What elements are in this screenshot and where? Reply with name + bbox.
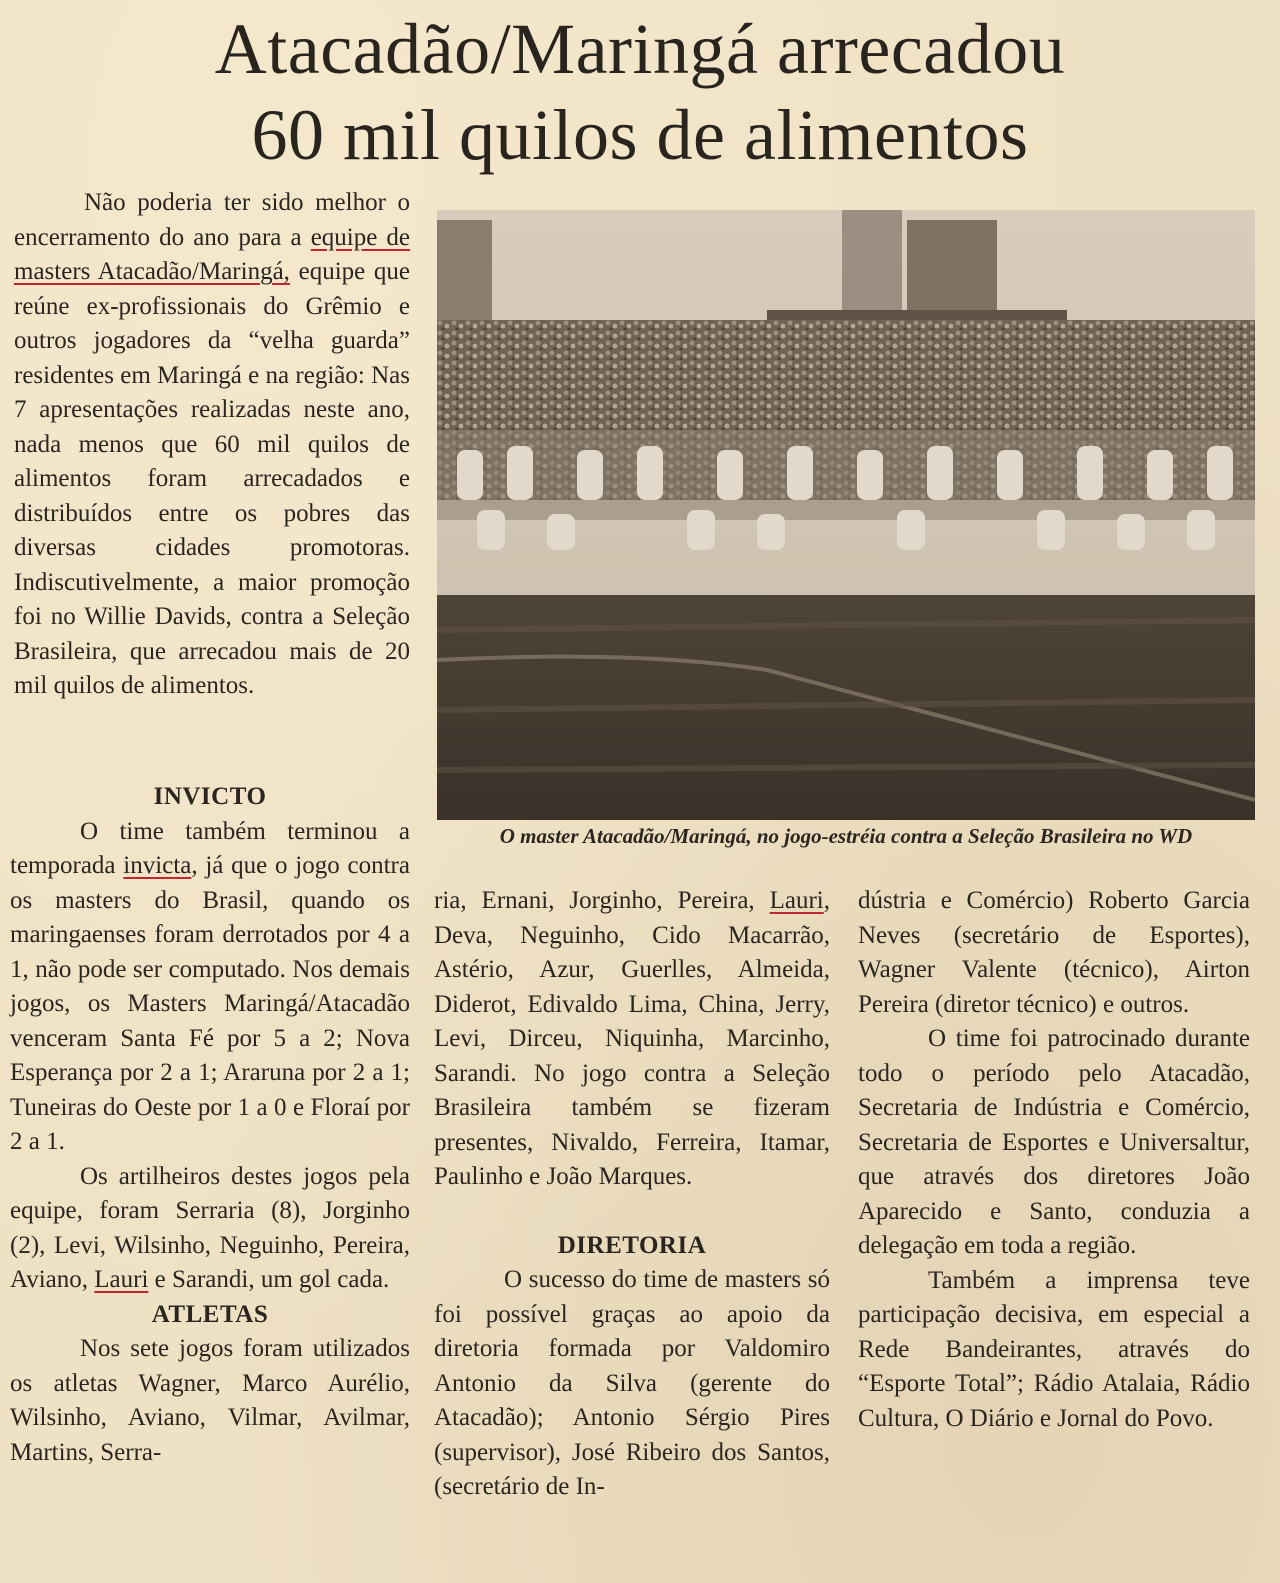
- headline-line-2: 60 mil quilos de alimentos: [251, 95, 1029, 175]
- artilheiros-underlined-name: Lauri: [94, 1266, 149, 1293]
- column-1-body: [10, 780, 410, 1470]
- atletas-heading: ATLETAS: [151, 1300, 269, 1328]
- col2-text-start: ria, Ernani, Jorginho, Pereira,: [434, 887, 770, 914]
- invicto-text-start: O time também terminou a temporada: [10, 817, 410, 879]
- artilheiros-text-start: Os artilheiros destes jogos pela equipe, foram Serraria (8), Jorginho (2), Levi, Wilsinho, Neguinho, Pereira, Aviano,: [10, 1162, 410, 1293]
- intro-paragraph: [14, 186, 410, 704]
- column-3: [858, 884, 1250, 1436]
- column-1-intro: [14, 186, 410, 704]
- invicto-paragraph: [10, 815, 410, 1160]
- artilheiros-text-rest: e Sarandi, um gol cada.: [148, 1266, 390, 1293]
- intro-text-rest: equipe que reúne ex-profissionais do Grêmio e outros jogadores da “velha guarda” residentes em Maringá e na região: Nas 7 apresentações realizadas neste ano, nada menos que 60 mil quilos de alimentos foram arrecadados e distribuídos entre os pobres das diversas cidades promotoras. Indiscutivelmente, a maior promoção foi no Willie Davids, contra a Seleção Brasileira, que arrecadou mais de 20 mil quilos de alimentos.: [14, 258, 411, 699]
- patrocinio-paragraph: O time foi patrocinado durante todo o período pelo Atacadão, Secretaria de Indústria e Comércio, Secretaria de Esportes e Universaltur, que através dos diretores João Aparecido e Santo, conduzia a delegação em toda a região.: [858, 1025, 1250, 1259]
- invicto-text-rest: , já que o jogo contra os masters do Brasil, quando os maringaenses foram derrotados por 4 a 1, não pode ser computado. Nos demais jogos, os Masters Maringá/Atacadão venceram Santa Fé por 5 a 2; Nova Esperança por 2 a 1; Araruna por 2 a 1; Tuneiras do Oeste por 1 a 0 e Floraí por 2 a 1.: [10, 852, 410, 1155]
- atletas-continued: [434, 884, 830, 1195]
- col2-text-rest: , Deva, Neguinho, Cido Macarrão, Astério, Azur, Guerlles, Almeida, Diderot, Edivaldo Lima, China, Jerry, Levi, Dirceu, Niquinha, Marcinho, Sarandi. No jogo contra a Seleção Brasileira também se fizeram presentes, Nivaldo, Ferreira, Itamar, Paulinho e João Marques.: [434, 887, 830, 1190]
- intro-underlined-team: equipe de masters Atacadão/Maringá,: [14, 223, 411, 285]
- artilheiros-paragraph: [10, 1160, 410, 1298]
- diretoria-paragraph: O sucesso do time de masters só foi possível graças ao apoio da diretoria formada por Valdomiro Antonio da Silva (gerente do Atacadão); Antonio Sérgio Pires (supervisor), José Ribeiro dos Santos, (secretário de In-: [434, 1266, 830, 1500]
- team-photo: [437, 210, 1255, 820]
- spacer: [434, 1195, 830, 1229]
- diretoria-heading: DIRETORIA: [557, 1231, 707, 1259]
- atletas-paragraph: Nos sete jogos foram utilizados os atletas Wagner, Marco Aurélio, Wilsinho, Aviano, Vilmar, Avilmar, Martins, Serra-: [10, 1335, 410, 1466]
- diretoria-continued: dústria e Comércio) Roberto Garcia Neves (secretário de Esportes), Wagner Valente (técnico), Airton Pereira (diretor técnico) e outros.: [858, 887, 1250, 1018]
- photo-caption: O master Atacadão/Maringá, no jogo-estréia contra a Seleção Brasileira no WD: [499, 824, 1193, 848]
- invicto-underlined-word: invicta: [123, 852, 192, 879]
- invicto-heading: INVICTO: [153, 783, 267, 810]
- imprensa-paragraph: Também a imprensa teve participação decisiva, em especial a Rede Bandeirantes, através do “Esporte Total”; Rádio Atalaia, Rádio Cultura, O Diário e Jornal do Povo.: [858, 1266, 1250, 1432]
- col2-underlined-name: Lauri: [769, 887, 824, 914]
- headline: [0, 6, 1280, 178]
- headline-line-1: Atacadão/Maringá arrecadou: [214, 9, 1066, 89]
- column-2: [434, 884, 830, 1505]
- intro-text-start: Não poderia ter sido melhor o encerramento do ano para a: [14, 189, 410, 251]
